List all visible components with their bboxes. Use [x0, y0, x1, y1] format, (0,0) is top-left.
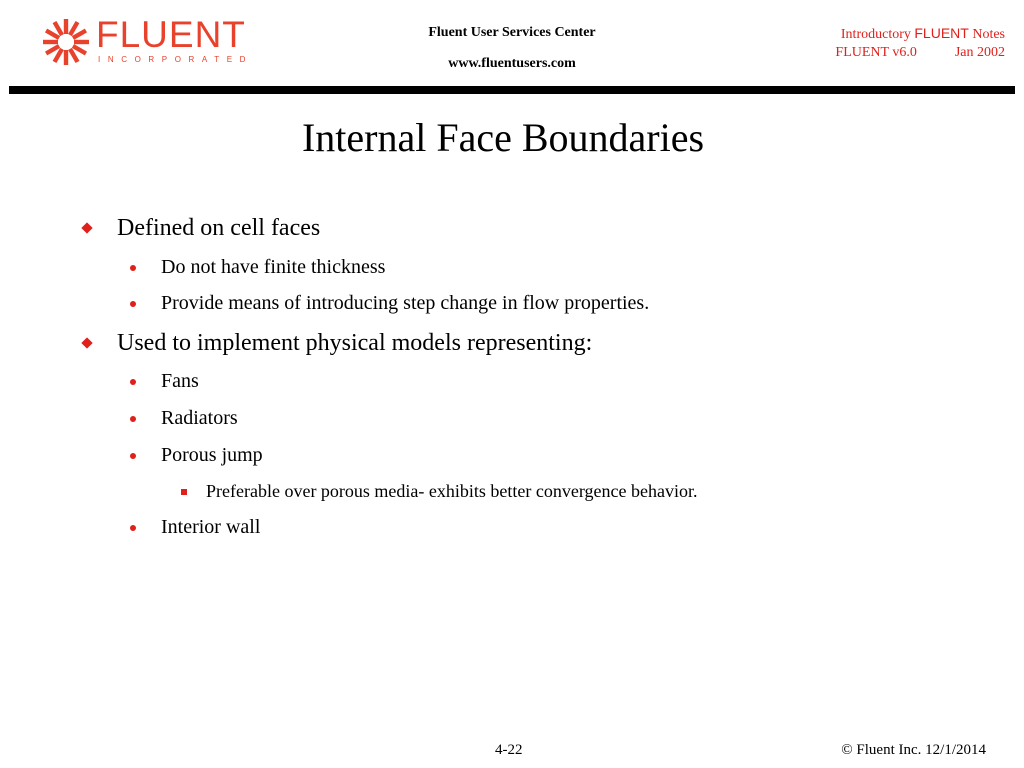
square-bullet-icon	[181, 489, 187, 495]
header-divider	[9, 86, 1015, 94]
bullet-text: Do not have finite thickness	[161, 256, 386, 278]
page-number: 4-22	[495, 742, 523, 758]
bullet-text: Used to implement physical models representing:	[117, 330, 593, 356]
logo-subtitle: INCORPORATED	[98, 55, 254, 64]
dot-bullet-icon	[130, 301, 136, 307]
header-version-line	[835, 46, 1005, 60]
dot-bullet-icon	[130, 265, 136, 271]
bullet-text: Fans	[161, 370, 199, 392]
dot-bullet-icon	[130, 525, 136, 531]
header-notes-title	[841, 26, 1005, 42]
bullet-text: Defined on cell faces	[117, 215, 321, 241]
slide-title: Internal Face Boundaries	[301, 115, 705, 160]
version-label: FLUENT v6.0	[835, 45, 917, 60]
dot-bullet-icon	[130, 379, 136, 385]
diamond-bullet-icon	[81, 337, 92, 348]
header-center-url: www.fluentusers.com	[448, 56, 576, 71]
copyright: © Fluent Inc. 12/1/2014	[841, 742, 986, 758]
logo-wordmark: FLUENT	[96, 14, 246, 55]
dot-bullet-icon	[130, 416, 136, 422]
notes-prefix: Introductory	[840, 27, 911, 42]
diamond-bullet-icon	[81, 222, 92, 233]
version-date: Jan 2002	[954, 45, 1005, 60]
dot-bullet-icon	[130, 453, 136, 459]
bullet-text: Preferable over porous media- exhibits better convergence behavior.	[206, 481, 698, 501]
fluent-logo	[42, 14, 254, 68]
bullet-text: Radiators	[161, 407, 238, 429]
bullet-text: Porous jump	[161, 444, 263, 466]
fluent-burst-icon	[42, 18, 90, 66]
header-center-title: Fluent User Services Center	[428, 25, 596, 40]
bullet-text: Interior wall	[161, 516, 261, 538]
notes-brand: FLUENT	[914, 25, 969, 41]
bullet-text: Provide means of introducing step change in flow properties.	[161, 292, 650, 314]
notes-suffix: Notes	[972, 27, 1005, 42]
